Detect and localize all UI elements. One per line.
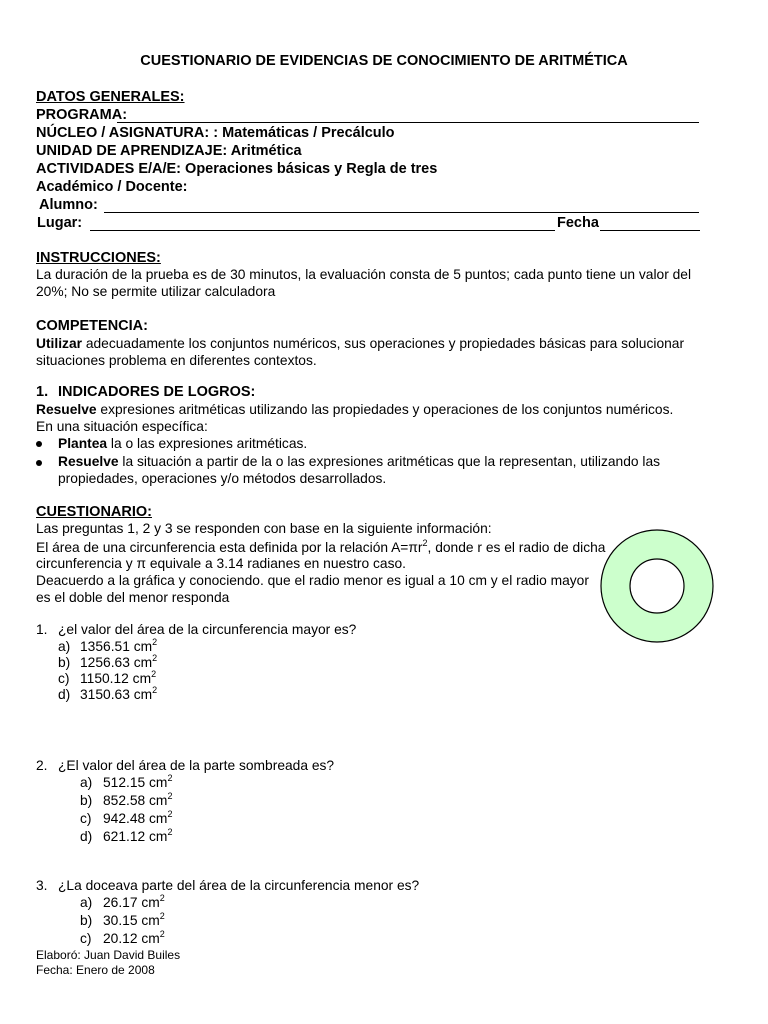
- option-letter[interactable]: b): [80, 913, 93, 928]
- option-value: 1150.12 $cm^2$: [80, 669, 157, 686]
- bullet1-rest: la o las expresiones aritméticas.: [107, 436, 308, 451]
- option-letter[interactable]: b): [80, 793, 93, 808]
- option-value: 1256.63 $cm^2$: [80, 653, 158, 670]
- footer-fecha: Fecha: Enero de 2008: [36, 963, 155, 977]
- indicadores-line1: [36, 402, 673, 417]
- programa-label: PROGRAMA:: [36, 107, 128, 123]
- circ-text-a: circunferencia y: [36, 556, 137, 571]
- option-value: 852.58 $cm^2$: [103, 791, 173, 808]
- bullet2-bold: Resuelve: [58, 454, 119, 469]
- lugar-label: Lugar:: [37, 215, 83, 231]
- option-value: 621.12 $cm^2$: [103, 827, 173, 844]
- option-letter[interactable]: a): [80, 895, 93, 910]
- area-text-a: El área de una circunferencia esta definida por la relación A=: [36, 540, 409, 555]
- lugar-field-line[interactable]: [90, 230, 555, 231]
- option-letter[interactable]: c): [58, 671, 70, 686]
- bullet2-rest: la situación a partir de la o las expresiones aritméticas que la representan, utilizando las: [118, 454, 661, 469]
- bullet2-line2: propiedades, operaciones y/o métodos desarrollados.: [58, 471, 387, 486]
- indicadores-number: 1.: [36, 384, 49, 400]
- bullet-icon: [36, 441, 42, 447]
- option-letter[interactable]: b): [58, 655, 71, 670]
- competencia-heading: COMPETENCIA:: [36, 318, 148, 334]
- pi-symbol: π: [408, 540, 418, 555]
- question-text: ¿El valor del área de la parte sombreada es?: [58, 758, 335, 773]
- option-value: 942.48 $cm^2$: [103, 809, 173, 826]
- circ-text-b: equivale a 3.14 radianes en nuestro caso.: [145, 556, 407, 571]
- footer-elaboro: Elaboró: Juan David Builes: [36, 948, 181, 962]
- unidad-line: UNIDAD DE APRENDIZAJE: Aritmética: [36, 143, 302, 159]
- area-definition-line: [36, 540, 605, 555]
- option-value: 512.15 $cm^2$: [103, 773, 173, 790]
- option-letter[interactable]: a): [80, 775, 93, 790]
- cuestionario-heading: CUESTIONARIO:: [36, 504, 152, 520]
- deacuerdo-line1: Deacuerdo a la gráfica y conociendo. que el radio menor es igual a 10 cm y el radio mayor: [36, 573, 589, 588]
- indicadores-bold-word: Resuelve: [36, 402, 97, 417]
- bullet1-bold: Plantea: [58, 436, 108, 451]
- deacuerdo-line2: es el doble del menor responda: [36, 590, 230, 605]
- indicadores-line1-rest: expresiones aritméticas utilizando las propiedades y operaciones de los conjuntos numéricos.: [96, 402, 674, 417]
- alumno-label: Alumno:: [39, 197, 98, 213]
- option-letter[interactable]: c): [80, 931, 92, 946]
- option-value: 20.12 $cm^2$: [103, 929, 165, 946]
- actividades-line: ACTIVIDADES E/A/E: Operaciones básicas y Regla de tres: [36, 161, 438, 177]
- instrucciones-heading: INSTRUCCIONES:: [36, 250, 161, 266]
- competencia-bold-word: Utilizar: [36, 336, 82, 351]
- inner-circle: [630, 559, 684, 613]
- option-letter[interactable]: d): [58, 687, 71, 702]
- question-number: 3.: [36, 878, 48, 893]
- question-text: ¿el valor del área de la circunferencia mayor es?: [58, 622, 357, 637]
- option-value: 3150.63 $cm^2$: [80, 685, 158, 702]
- bullet-icon: [36, 460, 42, 466]
- area-text-b: , donde r es el radio de dicha: [427, 540, 606, 555]
- indicadores-line2: En una situación específica:: [36, 419, 208, 434]
- fecha-label: Fecha: [557, 215, 599, 231]
- exponent: 2: [422, 538, 428, 548]
- academico-label: Académico / Docente:: [36, 179, 188, 195]
- fecha-field-line[interactable]: [600, 230, 700, 231]
- question-number: 2.: [36, 758, 48, 773]
- document-title: CUESTIONARIO DE EVIDENCIAS DE CONOCIMIENTO DE ARITMÉTICA: [140, 53, 628, 69]
- option-value: 30.15 $cm^2$: [103, 911, 165, 928]
- bullet1-text: [58, 436, 307, 451]
- option-letter[interactable]: a): [58, 639, 71, 654]
- option-letter[interactable]: c): [80, 811, 92, 826]
- alumno-field-line[interactable]: [104, 212, 699, 213]
- option-value: 26.17 $cm^2$: [103, 893, 165, 910]
- instrucciones-line1: La duración de la prueba es de 30 minutos, la evaluación consta de 5 puntos; cada punto tiene un valor del: [36, 267, 692, 282]
- competencia-line2: situaciones problema en diferentes contextos.: [36, 353, 317, 368]
- competencia-line1: [36, 336, 684, 351]
- general-heading: DATOS GENERALES:: [36, 89, 185, 105]
- question-number: 1.: [36, 622, 48, 637]
- option-value: 1356.51 $cm^2$: [80, 637, 158, 654]
- pi-symbol: π: [136, 556, 146, 571]
- competencia-line1-rest: adecuadamente los conjuntos numéricos, sus operaciones y propiedades básicas para solucionar: [82, 336, 685, 351]
- question-text: ¿La doceava parte del área de la circunferencia menor es?: [58, 878, 420, 893]
- r-symbol: r: [417, 540, 423, 555]
- circunferencia-line: [36, 556, 406, 571]
- option-letter[interactable]: d): [80, 829, 93, 844]
- nucleo-line: NÚCLEO / ASIGNATURA: : Matemáticas / Precálculo: [36, 125, 395, 141]
- programa-field-line[interactable]: [117, 122, 699, 123]
- bullet2-text: [58, 454, 660, 469]
- indicadores-heading: INDICADORES DE LOGROS:: [58, 384, 256, 400]
- cuestionario-intro: Las preguntas 1, 2 y 3 se responden con base en la siguiente información:: [36, 521, 492, 536]
- ring-figure: [598, 527, 716, 645]
- instrucciones-line2: 20%; No se permite utilizar calculadora: [36, 284, 276, 299]
